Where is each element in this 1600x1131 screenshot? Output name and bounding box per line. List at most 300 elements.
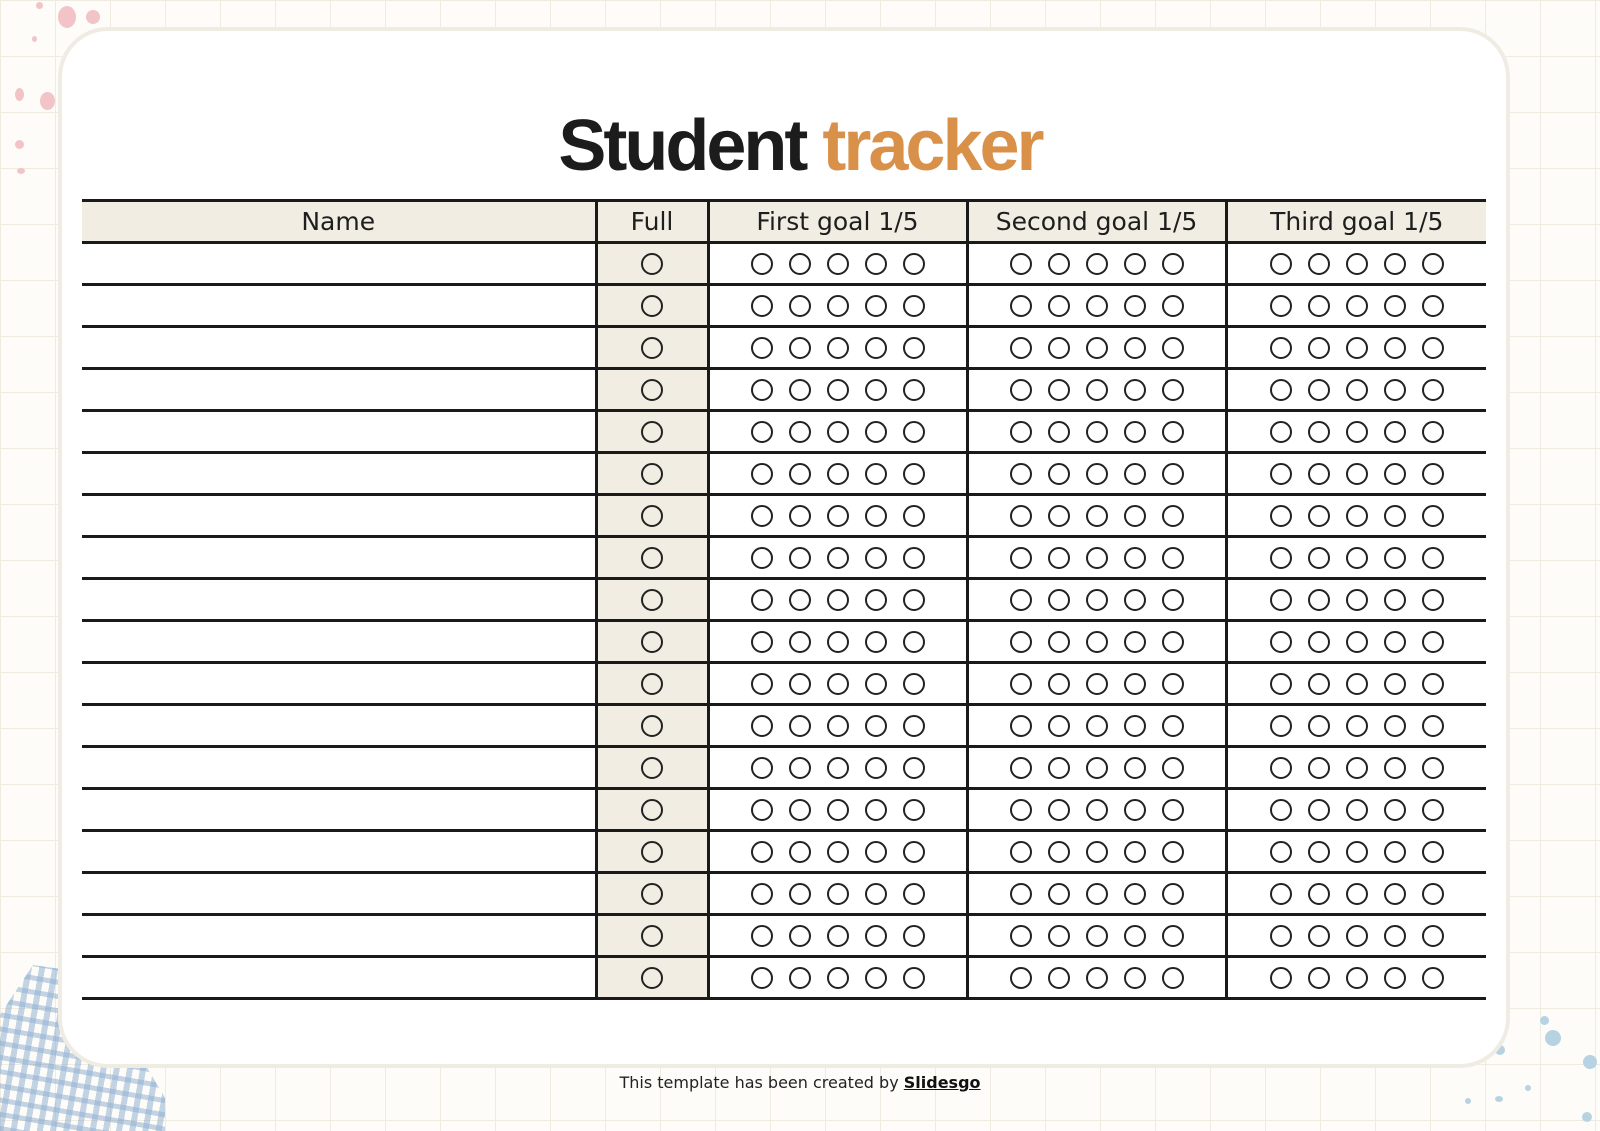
checkbox-circle-icon[interactable]	[1346, 715, 1368, 737]
checkbox-circle-icon[interactable]	[903, 547, 925, 569]
checkbox-circle-icon[interactable]	[1270, 379, 1292, 401]
checkbox-circle-icon[interactable]	[903, 925, 925, 947]
checkbox-circle-icon[interactable]	[751, 547, 773, 569]
checkbox-circle-icon[interactable]	[1162, 715, 1184, 737]
checkbox-circle-icon[interactable]	[1124, 757, 1146, 779]
checkbox-circle-icon[interactable]	[1124, 883, 1146, 905]
slidesgo-link[interactable]: Slidesgo	[903, 1073, 981, 1092]
checkbox-circle-icon[interactable]	[1086, 505, 1108, 527]
checkbox-circle-icon[interactable]	[1346, 337, 1368, 359]
checkbox-circle-icon[interactable]	[1086, 925, 1108, 947]
checkbox-circle-icon[interactable]	[1010, 421, 1032, 443]
checkbox-circle-icon[interactable]	[641, 421, 663, 443]
checkbox-circle-icon[interactable]	[1048, 337, 1070, 359]
checkbox-circle-icon[interactable]	[865, 589, 887, 611]
checkbox-circle-icon[interactable]	[1010, 505, 1032, 527]
checkbox-circle-icon[interactable]	[1086, 757, 1108, 779]
checkbox-circle-icon[interactable]	[1162, 799, 1184, 821]
checkbox-circle-icon[interactable]	[1308, 841, 1330, 863]
checkbox-circle-icon[interactable]	[1162, 631, 1184, 653]
checkbox-circle-icon[interactable]	[751, 337, 773, 359]
checkbox-circle-icon[interactable]	[1270, 253, 1292, 275]
checkbox-circle-icon[interactable]	[1308, 673, 1330, 695]
checkbox-circle-icon[interactable]	[1086, 463, 1108, 485]
name-cell[interactable]	[82, 285, 596, 327]
checkbox-circle-icon[interactable]	[751, 967, 773, 989]
checkbox-circle-icon[interactable]	[1270, 757, 1292, 779]
checkbox-circle-icon[interactable]	[1086, 253, 1108, 275]
checkbox-circle-icon[interactable]	[1048, 757, 1070, 779]
checkbox-circle-icon[interactable]	[1422, 421, 1444, 443]
checkbox-circle-icon[interactable]	[1422, 547, 1444, 569]
checkbox-circle-icon[interactable]	[1270, 841, 1292, 863]
checkbox-circle-icon[interactable]	[1270, 799, 1292, 821]
checkbox-circle-icon[interactable]	[1124, 295, 1146, 317]
checkbox-circle-icon[interactable]	[827, 967, 849, 989]
checkbox-circle-icon[interactable]	[1086, 547, 1108, 569]
checkbox-circle-icon[interactable]	[751, 253, 773, 275]
checkbox-circle-icon[interactable]	[751, 421, 773, 443]
checkbox-circle-icon[interactable]	[827, 337, 849, 359]
name-cell[interactable]	[82, 663, 596, 705]
name-cell[interactable]	[82, 537, 596, 579]
checkbox-circle-icon[interactable]	[1384, 715, 1406, 737]
checkbox-circle-icon[interactable]	[1010, 841, 1032, 863]
checkbox-circle-icon[interactable]	[789, 295, 811, 317]
name-cell[interactable]	[82, 705, 596, 747]
checkbox-circle-icon[interactable]	[641, 673, 663, 695]
name-cell[interactable]	[82, 579, 596, 621]
checkbox-circle-icon[interactable]	[1010, 379, 1032, 401]
checkbox-circle-icon[interactable]	[1010, 547, 1032, 569]
checkbox-circle-icon[interactable]	[1308, 967, 1330, 989]
checkbox-circle-icon[interactable]	[1124, 841, 1146, 863]
checkbox-circle-icon[interactable]	[1384, 421, 1406, 443]
checkbox-circle-icon[interactable]	[827, 295, 849, 317]
checkbox-circle-icon[interactable]	[827, 421, 849, 443]
checkbox-circle-icon[interactable]	[1346, 295, 1368, 317]
checkbox-circle-icon[interactable]	[751, 925, 773, 947]
checkbox-circle-icon[interactable]	[903, 715, 925, 737]
checkbox-circle-icon[interactable]	[1384, 253, 1406, 275]
checkbox-circle-icon[interactable]	[1384, 631, 1406, 653]
checkbox-circle-icon[interactable]	[1086, 589, 1108, 611]
checkbox-circle-icon[interactable]	[1086, 295, 1108, 317]
checkbox-circle-icon[interactable]	[789, 547, 811, 569]
checkbox-circle-icon[interactable]	[789, 673, 811, 695]
checkbox-circle-icon[interactable]	[1422, 589, 1444, 611]
checkbox-circle-icon[interactable]	[1308, 883, 1330, 905]
checkbox-circle-icon[interactable]	[1270, 505, 1292, 527]
checkbox-circle-icon[interactable]	[1384, 757, 1406, 779]
name-cell[interactable]	[82, 957, 596, 999]
checkbox-circle-icon[interactable]	[789, 883, 811, 905]
checkbox-circle-icon[interactable]	[1422, 673, 1444, 695]
checkbox-circle-icon[interactable]	[1384, 295, 1406, 317]
checkbox-circle-icon[interactable]	[865, 673, 887, 695]
checkbox-circle-icon[interactable]	[865, 547, 887, 569]
checkbox-circle-icon[interactable]	[641, 799, 663, 821]
name-cell[interactable]	[82, 327, 596, 369]
checkbox-circle-icon[interactable]	[1086, 799, 1108, 821]
name-cell[interactable]	[82, 789, 596, 831]
checkbox-circle-icon[interactable]	[789, 799, 811, 821]
checkbox-circle-icon[interactable]	[789, 379, 811, 401]
checkbox-circle-icon[interactable]	[1124, 421, 1146, 443]
checkbox-circle-icon[interactable]	[641, 715, 663, 737]
checkbox-circle-icon[interactable]	[1010, 715, 1032, 737]
name-cell[interactable]	[82, 411, 596, 453]
checkbox-circle-icon[interactable]	[1384, 799, 1406, 821]
checkbox-circle-icon[interactable]	[1010, 757, 1032, 779]
checkbox-circle-icon[interactable]	[1010, 799, 1032, 821]
checkbox-circle-icon[interactable]	[1086, 673, 1108, 695]
checkbox-circle-icon[interactable]	[903, 799, 925, 821]
checkbox-circle-icon[interactable]	[1048, 295, 1070, 317]
checkbox-circle-icon[interactable]	[1346, 421, 1368, 443]
checkbox-circle-icon[interactable]	[1048, 463, 1070, 485]
checkbox-circle-icon[interactable]	[789, 505, 811, 527]
checkbox-circle-icon[interactable]	[641, 547, 663, 569]
checkbox-circle-icon[interactable]	[903, 253, 925, 275]
checkbox-circle-icon[interactable]	[1048, 631, 1070, 653]
checkbox-circle-icon[interactable]	[1346, 505, 1368, 527]
checkbox-circle-icon[interactable]	[1162, 589, 1184, 611]
checkbox-circle-icon[interactable]	[751, 379, 773, 401]
checkbox-circle-icon[interactable]	[641, 883, 663, 905]
checkbox-circle-icon[interactable]	[1162, 967, 1184, 989]
checkbox-circle-icon[interactable]	[641, 925, 663, 947]
checkbox-circle-icon[interactable]	[1048, 421, 1070, 443]
checkbox-circle-icon[interactable]	[751, 883, 773, 905]
checkbox-circle-icon[interactable]	[1162, 841, 1184, 863]
checkbox-circle-icon[interactable]	[1270, 463, 1292, 485]
checkbox-circle-icon[interactable]	[1308, 715, 1330, 737]
checkbox-circle-icon[interactable]	[1010, 883, 1032, 905]
checkbox-circle-icon[interactable]	[1010, 631, 1032, 653]
checkbox-circle-icon[interactable]	[1346, 253, 1368, 275]
checkbox-circle-icon[interactable]	[1308, 421, 1330, 443]
checkbox-circle-icon[interactable]	[865, 925, 887, 947]
checkbox-circle-icon[interactable]	[827, 505, 849, 527]
name-cell[interactable]	[82, 369, 596, 411]
checkbox-circle-icon[interactable]	[1086, 967, 1108, 989]
checkbox-circle-icon[interactable]	[1346, 883, 1368, 905]
checkbox-circle-icon[interactable]	[1010, 589, 1032, 611]
checkbox-circle-icon[interactable]	[1270, 883, 1292, 905]
checkbox-circle-icon[interactable]	[1086, 841, 1108, 863]
checkbox-circle-icon[interactable]	[789, 925, 811, 947]
checkbox-circle-icon[interactable]	[1124, 673, 1146, 695]
checkbox-circle-icon[interactable]	[751, 757, 773, 779]
checkbox-circle-icon[interactable]	[1010, 295, 1032, 317]
checkbox-circle-icon[interactable]	[641, 253, 663, 275]
checkbox-circle-icon[interactable]	[789, 631, 811, 653]
checkbox-circle-icon[interactable]	[1124, 253, 1146, 275]
checkbox-circle-icon[interactable]	[1422, 463, 1444, 485]
checkbox-circle-icon[interactable]	[641, 463, 663, 485]
checkbox-circle-icon[interactable]	[827, 799, 849, 821]
checkbox-circle-icon[interactable]	[1346, 463, 1368, 485]
checkbox-circle-icon[interactable]	[1422, 925, 1444, 947]
checkbox-circle-icon[interactable]	[1422, 715, 1444, 737]
checkbox-circle-icon[interactable]	[865, 253, 887, 275]
checkbox-circle-icon[interactable]	[1384, 547, 1406, 569]
checkbox-circle-icon[interactable]	[751, 505, 773, 527]
checkbox-circle-icon[interactable]	[1162, 547, 1184, 569]
checkbox-circle-icon[interactable]	[903, 589, 925, 611]
checkbox-circle-icon[interactable]	[865, 799, 887, 821]
checkbox-circle-icon[interactable]	[1124, 463, 1146, 485]
checkbox-circle-icon[interactable]	[789, 715, 811, 737]
checkbox-circle-icon[interactable]	[1346, 589, 1368, 611]
checkbox-circle-icon[interactable]	[641, 505, 663, 527]
checkbox-circle-icon[interactable]	[1162, 463, 1184, 485]
checkbox-circle-icon[interactable]	[789, 253, 811, 275]
checkbox-circle-icon[interactable]	[1384, 967, 1406, 989]
checkbox-circle-icon[interactable]	[903, 379, 925, 401]
checkbox-circle-icon[interactable]	[1010, 337, 1032, 359]
checkbox-circle-icon[interactable]	[1162, 757, 1184, 779]
checkbox-circle-icon[interactable]	[1010, 967, 1032, 989]
checkbox-circle-icon[interactable]	[751, 799, 773, 821]
checkbox-circle-icon[interactable]	[1346, 799, 1368, 821]
checkbox-circle-icon[interactable]	[1048, 715, 1070, 737]
checkbox-circle-icon[interactable]	[903, 505, 925, 527]
checkbox-circle-icon[interactable]	[1308, 337, 1330, 359]
checkbox-circle-icon[interactable]	[789, 589, 811, 611]
checkbox-circle-icon[interactable]	[1384, 589, 1406, 611]
checkbox-circle-icon[interactable]	[1010, 253, 1032, 275]
checkbox-circle-icon[interactable]	[865, 715, 887, 737]
checkbox-circle-icon[interactable]	[903, 421, 925, 443]
checkbox-circle-icon[interactable]	[1086, 631, 1108, 653]
checkbox-circle-icon[interactable]	[827, 589, 849, 611]
checkbox-circle-icon[interactable]	[827, 463, 849, 485]
checkbox-circle-icon[interactable]	[1048, 547, 1070, 569]
name-cell[interactable]	[82, 621, 596, 663]
checkbox-circle-icon[interactable]	[1384, 379, 1406, 401]
checkbox-circle-icon[interactable]	[641, 379, 663, 401]
checkbox-circle-icon[interactable]	[903, 757, 925, 779]
checkbox-circle-icon[interactable]	[1124, 631, 1146, 653]
checkbox-circle-icon[interactable]	[751, 589, 773, 611]
checkbox-circle-icon[interactable]	[1308, 295, 1330, 317]
checkbox-circle-icon[interactable]	[1308, 253, 1330, 275]
checkbox-circle-icon[interactable]	[1124, 967, 1146, 989]
checkbox-circle-icon[interactable]	[1422, 883, 1444, 905]
checkbox-circle-icon[interactable]	[751, 295, 773, 317]
checkbox-circle-icon[interactable]	[1270, 631, 1292, 653]
checkbox-circle-icon[interactable]	[827, 253, 849, 275]
checkbox-circle-icon[interactable]	[1124, 337, 1146, 359]
checkbox-circle-icon[interactable]	[641, 295, 663, 317]
checkbox-circle-icon[interactable]	[1162, 673, 1184, 695]
checkbox-circle-icon[interactable]	[1384, 505, 1406, 527]
checkbox-circle-icon[interactable]	[1162, 337, 1184, 359]
checkbox-circle-icon[interactable]	[1308, 505, 1330, 527]
checkbox-circle-icon[interactable]	[1346, 967, 1368, 989]
checkbox-circle-icon[interactable]	[1124, 589, 1146, 611]
checkbox-circle-icon[interactable]	[1346, 925, 1368, 947]
checkbox-circle-icon[interactable]	[1048, 841, 1070, 863]
checkbox-circle-icon[interactable]	[641, 631, 663, 653]
checkbox-circle-icon[interactable]	[1048, 589, 1070, 611]
checkbox-circle-icon[interactable]	[1384, 883, 1406, 905]
checkbox-circle-icon[interactable]	[1384, 673, 1406, 695]
checkbox-circle-icon[interactable]	[865, 295, 887, 317]
checkbox-circle-icon[interactable]	[865, 841, 887, 863]
checkbox-circle-icon[interactable]	[1422, 379, 1444, 401]
checkbox-circle-icon[interactable]	[903, 967, 925, 989]
checkbox-circle-icon[interactable]	[865, 505, 887, 527]
checkbox-circle-icon[interactable]	[1048, 925, 1070, 947]
checkbox-circle-icon[interactable]	[789, 463, 811, 485]
checkbox-circle-icon[interactable]	[751, 715, 773, 737]
checkbox-circle-icon[interactable]	[1010, 925, 1032, 947]
checkbox-circle-icon[interactable]	[1010, 463, 1032, 485]
checkbox-circle-icon[interactable]	[1162, 421, 1184, 443]
checkbox-circle-icon[interactable]	[1422, 295, 1444, 317]
checkbox-circle-icon[interactable]	[1346, 379, 1368, 401]
checkbox-circle-icon[interactable]	[1308, 463, 1330, 485]
checkbox-circle-icon[interactable]	[1124, 925, 1146, 947]
checkbox-circle-icon[interactable]	[865, 631, 887, 653]
checkbox-circle-icon[interactable]	[1086, 883, 1108, 905]
checkbox-circle-icon[interactable]	[827, 757, 849, 779]
checkbox-circle-icon[interactable]	[1048, 883, 1070, 905]
checkbox-circle-icon[interactable]	[1162, 253, 1184, 275]
checkbox-circle-icon[interactable]	[1162, 505, 1184, 527]
checkbox-circle-icon[interactable]	[1422, 967, 1444, 989]
checkbox-circle-icon[interactable]	[1124, 547, 1146, 569]
checkbox-circle-icon[interactable]	[1422, 799, 1444, 821]
checkbox-circle-icon[interactable]	[1346, 841, 1368, 863]
checkbox-circle-icon[interactable]	[1270, 715, 1292, 737]
checkbox-circle-icon[interactable]	[1048, 799, 1070, 821]
checkbox-circle-icon[interactable]	[865, 967, 887, 989]
checkbox-circle-icon[interactable]	[1086, 421, 1108, 443]
checkbox-circle-icon[interactable]	[1422, 337, 1444, 359]
checkbox-circle-icon[interactable]	[751, 673, 773, 695]
checkbox-circle-icon[interactable]	[1384, 841, 1406, 863]
checkbox-circle-icon[interactable]	[641, 841, 663, 863]
checkbox-circle-icon[interactable]	[1048, 253, 1070, 275]
checkbox-circle-icon[interactable]	[1270, 589, 1292, 611]
checkbox-circle-icon[interactable]	[865, 883, 887, 905]
checkbox-circle-icon[interactable]	[1346, 631, 1368, 653]
checkbox-circle-icon[interactable]	[1308, 799, 1330, 821]
checkbox-circle-icon[interactable]	[865, 421, 887, 443]
checkbox-circle-icon[interactable]	[827, 631, 849, 653]
checkbox-circle-icon[interactable]	[789, 841, 811, 863]
name-cell[interactable]	[82, 243, 596, 285]
checkbox-circle-icon[interactable]	[903, 463, 925, 485]
name-cell[interactable]	[82, 747, 596, 789]
checkbox-circle-icon[interactable]	[1270, 925, 1292, 947]
checkbox-circle-icon[interactable]	[865, 379, 887, 401]
checkbox-circle-icon[interactable]	[1162, 883, 1184, 905]
checkbox-circle-icon[interactable]	[903, 883, 925, 905]
name-cell[interactable]	[82, 873, 596, 915]
checkbox-circle-icon[interactable]	[641, 757, 663, 779]
checkbox-circle-icon[interactable]	[827, 925, 849, 947]
checkbox-circle-icon[interactable]	[1308, 589, 1330, 611]
checkbox-circle-icon[interactable]	[1124, 715, 1146, 737]
checkbox-circle-icon[interactable]	[1384, 337, 1406, 359]
checkbox-circle-icon[interactable]	[1270, 673, 1292, 695]
checkbox-circle-icon[interactable]	[1384, 463, 1406, 485]
checkbox-circle-icon[interactable]	[1162, 925, 1184, 947]
checkbox-circle-icon[interactable]	[1270, 295, 1292, 317]
checkbox-circle-icon[interactable]	[789, 337, 811, 359]
checkbox-circle-icon[interactable]	[1346, 673, 1368, 695]
checkbox-circle-icon[interactable]	[751, 841, 773, 863]
checkbox-circle-icon[interactable]	[789, 967, 811, 989]
checkbox-circle-icon[interactable]	[827, 715, 849, 737]
checkbox-circle-icon[interactable]	[1010, 673, 1032, 695]
name-cell[interactable]	[82, 831, 596, 873]
checkbox-circle-icon[interactable]	[1308, 547, 1330, 569]
checkbox-circle-icon[interactable]	[1048, 505, 1070, 527]
checkbox-circle-icon[interactable]	[1346, 547, 1368, 569]
checkbox-circle-icon[interactable]	[1308, 925, 1330, 947]
checkbox-circle-icon[interactable]	[865, 757, 887, 779]
checkbox-circle-icon[interactable]	[1346, 757, 1368, 779]
checkbox-circle-icon[interactable]	[1308, 757, 1330, 779]
checkbox-circle-icon[interactable]	[827, 379, 849, 401]
checkbox-circle-icon[interactable]	[1422, 757, 1444, 779]
checkbox-circle-icon[interactable]	[1422, 505, 1444, 527]
checkbox-circle-icon[interactable]	[865, 337, 887, 359]
checkbox-circle-icon[interactable]	[865, 463, 887, 485]
checkbox-circle-icon[interactable]	[1270, 337, 1292, 359]
checkbox-circle-icon[interactable]	[1048, 673, 1070, 695]
checkbox-circle-icon[interactable]	[1086, 337, 1108, 359]
checkbox-circle-icon[interactable]	[1422, 631, 1444, 653]
checkbox-circle-icon[interactable]	[1124, 505, 1146, 527]
checkbox-circle-icon[interactable]	[827, 547, 849, 569]
checkbox-circle-icon[interactable]	[827, 673, 849, 695]
checkbox-circle-icon[interactable]	[641, 967, 663, 989]
checkbox-circle-icon[interactable]	[903, 295, 925, 317]
checkbox-circle-icon[interactable]	[1124, 379, 1146, 401]
checkbox-circle-icon[interactable]	[641, 589, 663, 611]
checkbox-circle-icon[interactable]	[1124, 799, 1146, 821]
checkbox-circle-icon[interactable]	[1048, 967, 1070, 989]
checkbox-circle-icon[interactable]	[903, 841, 925, 863]
checkbox-circle-icon[interactable]	[1270, 967, 1292, 989]
checkbox-circle-icon[interactable]	[789, 757, 811, 779]
name-cell[interactable]	[82, 453, 596, 495]
checkbox-circle-icon[interactable]	[1384, 925, 1406, 947]
checkbox-circle-icon[interactable]	[1422, 841, 1444, 863]
checkbox-circle-icon[interactable]	[903, 337, 925, 359]
checkbox-circle-icon[interactable]	[903, 631, 925, 653]
checkbox-circle-icon[interactable]	[1048, 379, 1070, 401]
checkbox-circle-icon[interactable]	[1270, 421, 1292, 443]
checkbox-circle-icon[interactable]	[827, 841, 849, 863]
checkbox-circle-icon[interactable]	[1162, 379, 1184, 401]
checkbox-circle-icon[interactable]	[1086, 379, 1108, 401]
checkbox-circle-icon[interactable]	[1422, 253, 1444, 275]
checkbox-circle-icon[interactable]	[751, 463, 773, 485]
checkbox-circle-icon[interactable]	[1162, 295, 1184, 317]
checkbox-circle-icon[interactable]	[903, 673, 925, 695]
checkbox-circle-icon[interactable]	[1270, 547, 1292, 569]
checkbox-circle-icon[interactable]	[751, 631, 773, 653]
checkbox-circle-icon[interactable]	[789, 421, 811, 443]
